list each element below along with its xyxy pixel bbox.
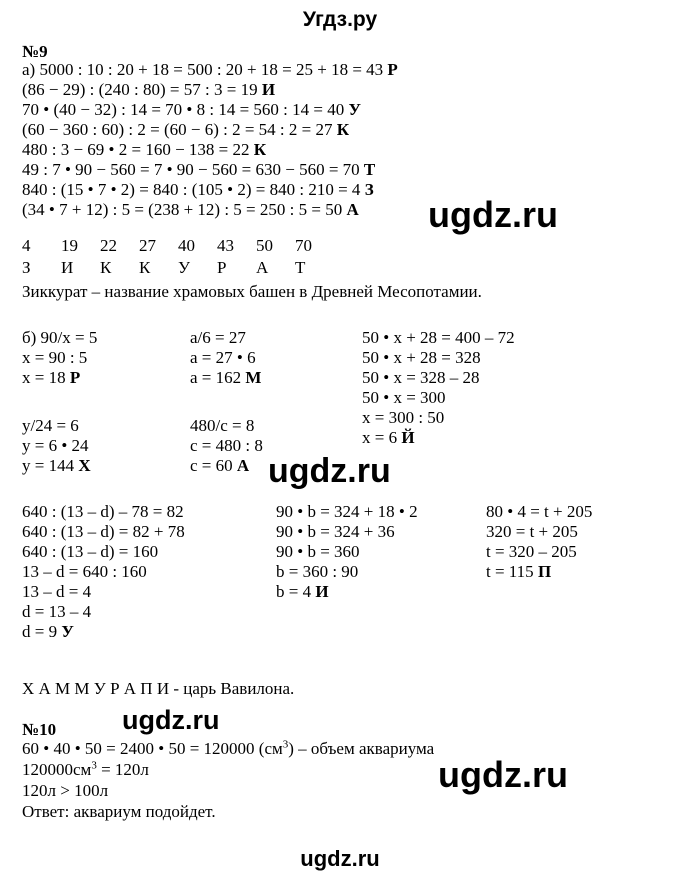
part-a-line	[22, 60, 398, 80]
part-b-col3-text: х = 6	[362, 428, 402, 447]
part-b-col3-text: 50 • х + 28 = 328	[362, 348, 481, 367]
watermark-2: ugdz.ru	[268, 452, 391, 490]
part-c-col2-line	[190, 436, 263, 456]
part-d-col2-line	[276, 562, 418, 582]
answer-number: 50	[256, 236, 273, 255]
part-a-letter: Т	[363, 160, 376, 179]
part-a-letter: Р	[387, 60, 398, 79]
part-c-col1-line	[22, 416, 91, 436]
task10-line2-b: = 120л	[96, 760, 149, 779]
part-d-col1-text: 640 : (13 – d) – 78 = 82	[22, 502, 184, 521]
part-a-text: 70 • (40 − 32) : 14 = 70 • 8 : 14 = 560 : 14 = 40	[22, 100, 349, 119]
part-d-col2-line	[276, 502, 418, 522]
answer-number: 27	[139, 236, 156, 255]
part-b-col2-line	[190, 328, 261, 348]
part-d-col2-text: b = 4	[276, 582, 316, 601]
task10-line3: 120л > 100л	[22, 781, 109, 800]
part-b-col2	[190, 328, 261, 388]
watermark-4: ugdz.ru	[438, 754, 568, 795]
part-b-col3-letter: Й	[401, 428, 415, 447]
part-c-col2-line	[190, 456, 263, 476]
part-c-col1-line	[22, 436, 91, 456]
part-d-col1-line	[22, 562, 185, 582]
task9-part-a	[22, 60, 398, 220]
part-d-col3-letter: П	[537, 562, 552, 581]
part-d-col1-letter: У	[61, 622, 74, 641]
part-a-letter: К	[336, 120, 350, 139]
answer-letter: Р	[217, 258, 227, 277]
part-d-col3-text: 320 = t + 205	[486, 522, 578, 541]
task10-line1-sup: 3	[282, 738, 289, 751]
part-d-col3-line	[486, 502, 592, 522]
answer-number: 40	[178, 236, 195, 255]
part-b-col1-text: х = 90 : 5	[22, 348, 88, 367]
part-b-col2-text: а = 27 • 6	[190, 348, 256, 367]
hammurabi-word: Х А М М У Р А П И	[22, 679, 170, 698]
answer-letter: А	[256, 258, 269, 277]
part-a-text: 840 : (15 • 7 • 2) = 840 : (105 • 2) = 840 : 210 = 4	[22, 180, 365, 199]
part-a-letter: З	[364, 180, 374, 199]
part-b-col1-line	[22, 328, 97, 348]
part-c-col2-text: с = 480 : 8	[190, 436, 263, 455]
part-d-col2	[276, 502, 418, 602]
part-d-col1-line	[22, 602, 185, 622]
part-b-col3-line	[362, 328, 515, 348]
part-c-col2-line	[190, 416, 263, 436]
part-b-col3-line	[362, 368, 515, 388]
part-d-col2-text: 90 • b = 360	[276, 542, 360, 561]
part-d-col1-line	[22, 502, 185, 522]
watermark-1: ugdz.ru	[428, 194, 558, 235]
part-c-col1-letter: Х	[78, 456, 91, 475]
part-b-col3	[362, 328, 515, 448]
part-c-col1	[22, 416, 91, 476]
hammurabi-tail: - царь Вавилона.	[169, 679, 295, 698]
part-c-col2-text: 480/с = 8	[190, 416, 255, 435]
watermark-3: ugdz.ru	[122, 705, 220, 735]
part-b-col2-text: а = 162	[190, 368, 246, 387]
task10-line2-a: 120000см	[22, 760, 92, 779]
answer-number: 4	[22, 236, 31, 255]
task10-answer: Ответ: аквариум подойдет.	[22, 802, 216, 821]
part-b-col3-text: 50 • х = 300	[362, 388, 446, 407]
part-d-col1-line	[22, 622, 185, 642]
part-c-col2-text: с = 60	[190, 456, 237, 475]
part-b-col3-line	[362, 348, 515, 368]
part-c-col1-line	[22, 456, 91, 476]
part-b-col2-line	[190, 348, 261, 368]
part-d-col1-line	[22, 522, 185, 542]
part-c-col2-letter: А	[236, 456, 250, 475]
part-b-col1-line	[22, 348, 97, 368]
part-d-col1-text: 640 : (13 – d) = 160	[22, 542, 159, 561]
part-b-col2-letter: М	[245, 368, 262, 387]
part-a-text: (60 − 360 : 60) : 2 = (60 − 6) : 2 = 54 : 2 = 27	[22, 120, 337, 139]
part-d-col3-text: 80 • 4 = t + 205	[486, 502, 593, 521]
part-d-col2-line	[276, 522, 418, 542]
part-d-col1-line	[22, 542, 185, 562]
task10-line1-a: 60 • 40 • 50 = 2400 • 50 = 120000 (см	[22, 739, 283, 758]
answer-letter: К	[100, 258, 112, 277]
part-b-col1-letter: Р	[69, 368, 81, 387]
part-c-col1-text: у = 6 • 24	[22, 436, 89, 455]
part-d-col3	[486, 502, 592, 582]
site-title: Угдз.ру	[302, 8, 378, 31]
part-b-col3-text: 50 • х = 328 – 28	[362, 368, 480, 387]
part-d-col1-text: d = 13 – 4	[22, 602, 92, 621]
part-d-col3-text: t = 115	[486, 562, 538, 581]
answer-letter: И	[61, 258, 74, 277]
answer-letter: З	[22, 258, 31, 277]
answer-number: 43	[217, 236, 234, 255]
part-d-col2-text: 90 • b = 324 + 18 • 2	[276, 502, 418, 521]
part-b-col3-line	[362, 408, 515, 428]
part-d-col3-line	[486, 542, 592, 562]
task10-line1	[22, 739, 434, 759]
task10-header: №10	[22, 720, 57, 739]
part-a-line	[22, 120, 398, 140]
part-d-col3-text: t = 320 – 205	[486, 542, 577, 561]
part-b-col3-line	[362, 388, 515, 408]
part-c-col1-text: у/24 = 6	[22, 416, 79, 435]
part-d-col1-text: 13 – d = 4	[22, 582, 92, 601]
answer-number: 22	[100, 236, 117, 255]
part-a-line	[22, 160, 398, 180]
part-a-line	[22, 180, 398, 200]
answer-letter: Т	[295, 258, 306, 277]
answer-letter: У	[178, 258, 191, 277]
answer-letter: К	[139, 258, 151, 277]
task10-line2	[22, 760, 149, 780]
part-d-col3-line	[486, 562, 592, 582]
part-d-col1-text: 640 : (13 – d) = 82 + 78	[22, 522, 185, 541]
part-b-col1-line	[22, 368, 97, 388]
hammurabi-line	[22, 679, 294, 699]
answer-numbers-row	[22, 236, 334, 256]
part-c-col1-text: у = 144	[22, 456, 79, 475]
part-d-col1	[22, 502, 185, 642]
part-a-line	[22, 100, 398, 120]
part-d-col2-line	[276, 542, 418, 562]
part-d-col2-line	[276, 582, 418, 602]
part-a-line	[22, 80, 398, 100]
part-a-text: (34 • 7 + 12) : 5 = (238 + 12) : 5 = 250 : 5 = 50	[22, 200, 347, 219]
part-a-line	[22, 200, 398, 220]
part-b-col3-line	[362, 428, 515, 448]
answer-letters-row	[22, 258, 334, 278]
part-b-col1	[22, 328, 97, 388]
part-d-col2-text: 90 • b = 324 + 36	[276, 522, 395, 541]
task9-header: №9	[22, 42, 48, 61]
part-b-col2-text: а/6 = 27	[190, 328, 246, 347]
task10-line1-b: ) – объем аквариума	[288, 739, 435, 758]
part-b-col1-text: х = 18	[22, 368, 70, 387]
part-b-col3-text: х = 300 : 50	[362, 408, 445, 427]
part-b-col1-text: б) 90/х = 5	[22, 328, 98, 347]
task10-line2-sup: 3	[91, 759, 97, 772]
part-d-col2-text: b = 360 : 90	[276, 562, 359, 581]
answer-number: 19	[61, 236, 78, 255]
part-b-col3-text: 50 • х + 28 = 400 – 72	[362, 328, 515, 347]
part-a-letter: А	[346, 200, 359, 219]
watermark-footer: ugdz.ru	[300, 846, 380, 871]
part-a-text: а) 5000 : 10 : 20 + 18 = 500 : 20 + 18 = 25 + 18 = 43	[22, 60, 388, 79]
part-a-text: (86 − 29) : (240 : 80) = 57 : 3 = 19	[22, 80, 262, 99]
part-a-line	[22, 140, 398, 160]
part-a-letter: И	[261, 80, 276, 99]
part-d-col3-line	[486, 522, 592, 542]
part-d-col1-line	[22, 582, 185, 602]
part-d-col1-text: d = 9	[22, 622, 62, 641]
part-d-col2-letter: И	[315, 582, 329, 601]
part-a-text: 480 : 3 − 69 • 2 = 160 − 138 = 22	[22, 140, 254, 159]
part-b-col2-line	[190, 368, 261, 388]
part-d-col1-text: 13 – d = 640 : 160	[22, 562, 147, 581]
answer-number: 70	[295, 236, 312, 255]
part-a-letter: К	[253, 140, 267, 159]
part-a-letter: У	[348, 100, 361, 119]
ziggurat-note: Зиккурат – название храмовых башен в Древней Месопотамии.	[22, 282, 482, 301]
part-a-text: 49 : 7 • 90 − 560 = 7 • 90 − 560 = 630 − 560 = 70	[22, 160, 364, 179]
part-c-col2	[190, 416, 263, 476]
